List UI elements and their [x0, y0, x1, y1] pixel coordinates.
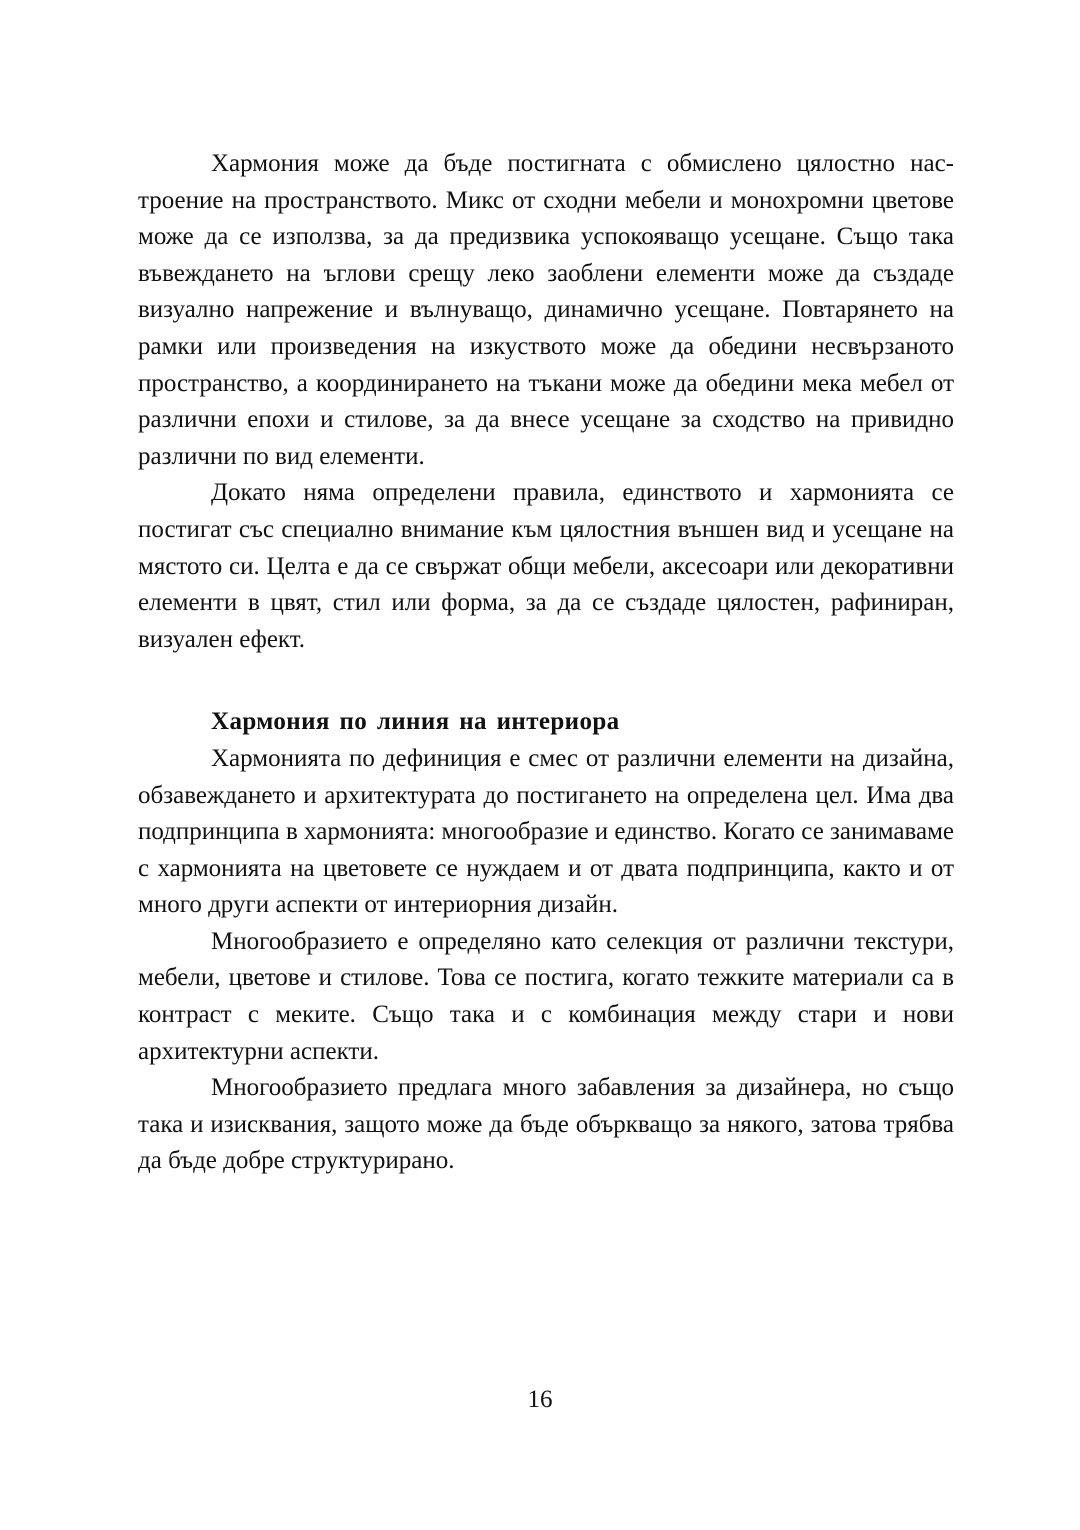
page-body — [138, 146, 954, 1180]
page-number: 16 — [527, 1386, 553, 1413]
paragraph-harmony-definition: Хармонията по дефиниция е смес от различни елементи на дизайна, обзавеждането и архитектурата до постигането на определена цел. Има два подпринципа в хармонията: многообразие и единство. Когато се занимаваме с хармонията на цветовете се нуждаем и от двата подпринципа, както и от много други аспекти от интериорния дизайн. — [138, 744, 955, 919]
paragraph-harmony-mood: Хармония може да бъде постигната с обмислено цялостно настроение на пространството. Микс от сходни мебели и монохромни цветове може да се използва, за да предизвика успокояващо усещане. Също така въвеждането на ъглови срещу леко заоблени елементи може да създаде визуално напрежение и вълнуващо, динамично усещане. Повтарянето на рамки или произведения на изкуството може да обедини несвързаното пространство, а координирането на тъкани може да обедини мека мебел от различни епохи и стилове, за да внесе усещане за сходство на привидно различни по вид елементи. — [138, 150, 954, 470]
paragraph-variety-definition: Многообразието е определяно като селекция от различни текстури, мебели, цветове и стилове. Това се постига, когато тежките материали са в контраст с меките. Също така и с комбинация между стари и нови архитектурни аспекти. — [138, 927, 954, 1065]
paragraph-unity-and-harmony: Докато няма определени правила, единството и хармонията се постигат със специално внимание към цялостния външен вид и усещане на мястото си. Целта е да се свържат общи мебели, аксесоари или декоративни елементи в цвят, стил или форма, за да се създаде цялостен, рафиниран, визуален ефект. — [138, 479, 954, 653]
section-heading: Хармония по линия на интериора — [211, 708, 620, 736]
paragraph-variety-for-designer: Многообразието предлага много забавления за дизайнера, но също така и изисквания, защото може да бъде объркващо за някого, затова трябва да бъде добре структурирано. — [138, 1074, 954, 1175]
